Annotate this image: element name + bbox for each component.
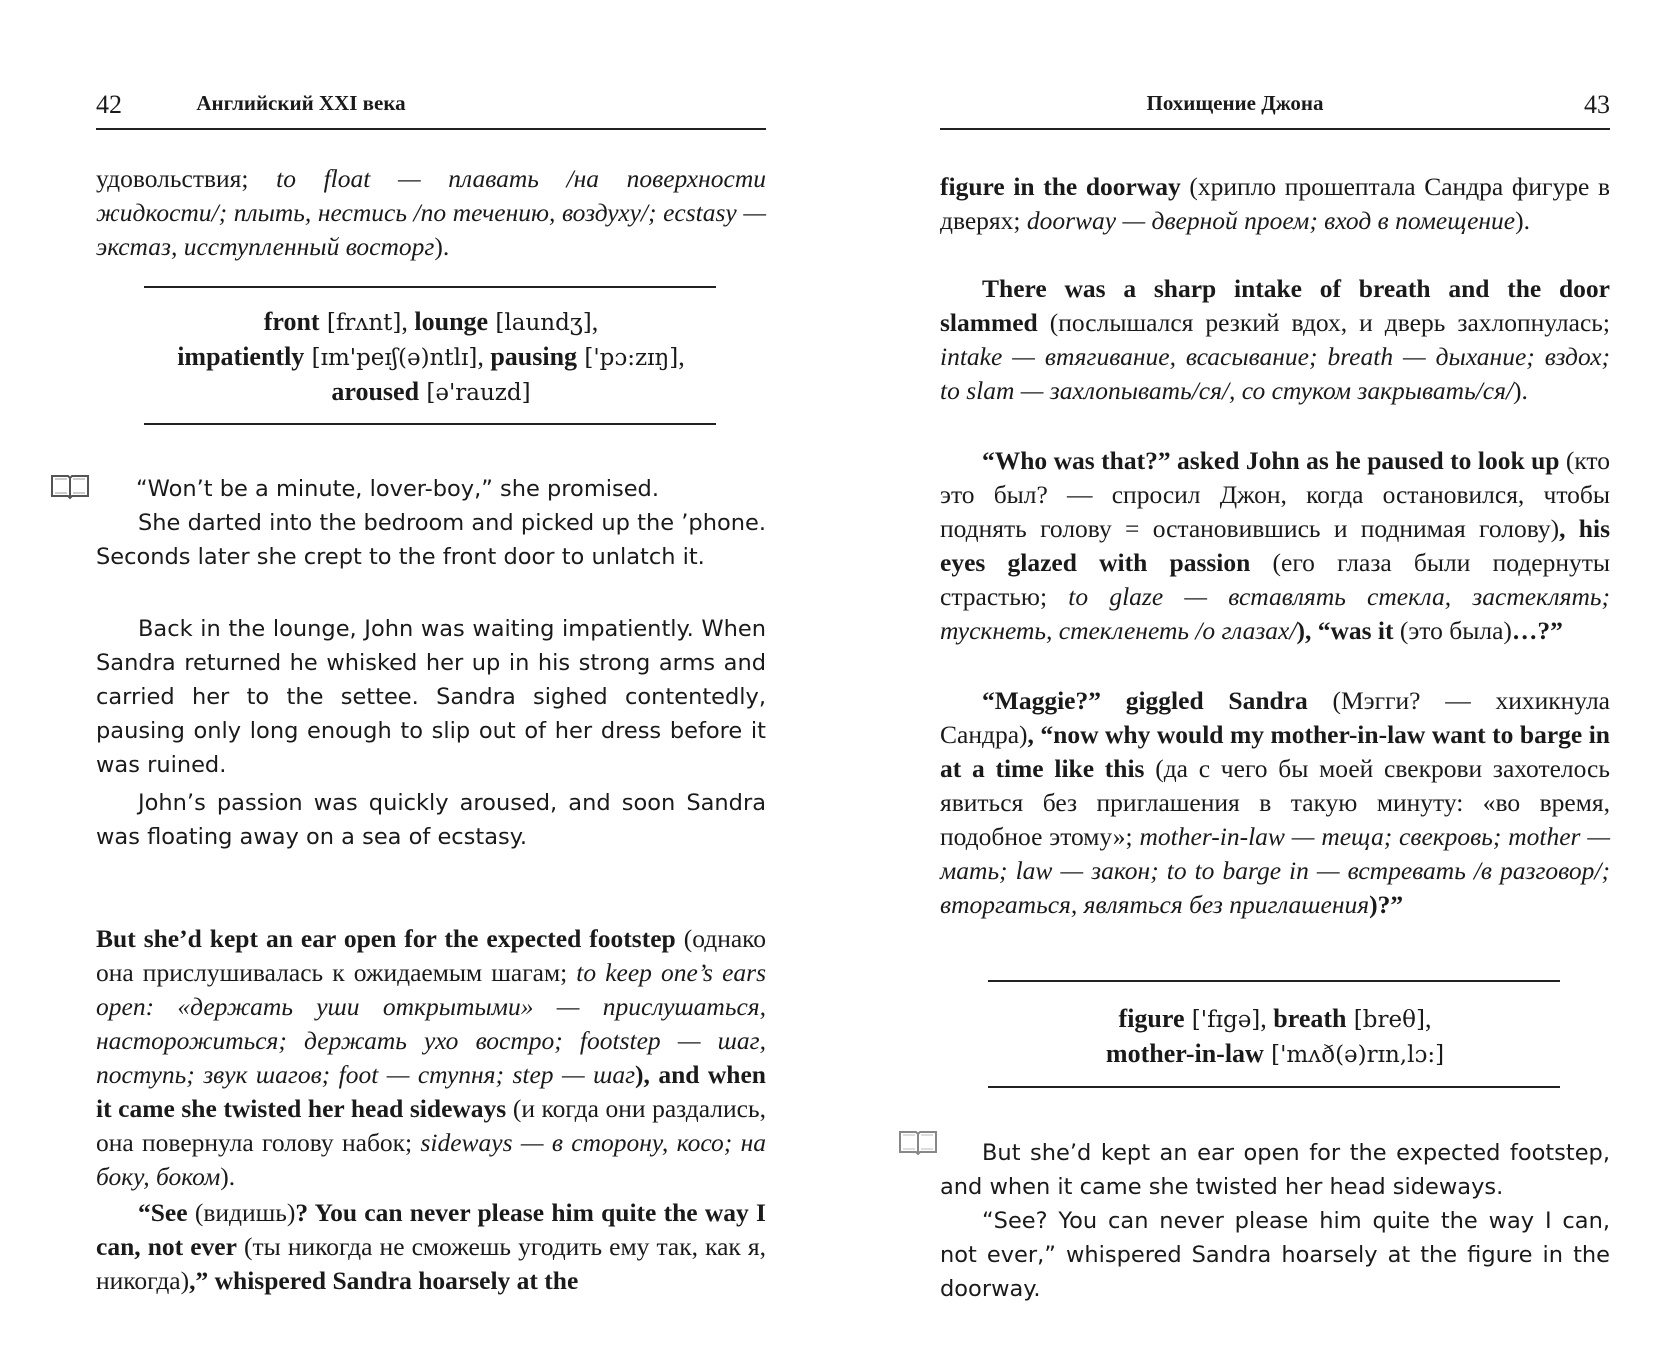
annotated-paragraph: удовольствия; to float — плавать /на поверхности жидкости/; плыть, нестись /по течению, воздуху/; ecstasy — экстаз, исступленный восторг). <box>96 164 766 261</box>
divider <box>144 286 716 288</box>
left-page-header <box>96 88 766 130</box>
annotated-paragraph: There was a sharp intake of breath and the door slammed (послышался резкий вдох, и дверь захлопнулась; intake — втягивание, всасывание; breath — дыхание; вздох; to slam — захлопывать/ся/, со стуком закрывать/ся/). <box>940 274 1610 405</box>
original-paragraph: She darted into the bedroom and picked up the ’phone. Seconds later she crept to the front door to unlatch it. <box>96 510 766 570</box>
vocabulary-block: figure ['fɪgə], breath [breθ], mother-in-law ['mʌð(ə)rɪn,lɔ:] <box>1105 1004 1445 1068</box>
annotated-paragraph: figure in the doorway (хрипло прошептала Сандра фигуре в дверях; doorway — дверной проем; вход в помещение). <box>940 172 1610 235</box>
annotated-paragraph: “Who was that?” asked John as he paused to look up (кто это был? — спросил Джон, когда остановился, чтобы поднять голову = остановившись и поднимая голову), his eyes glazed with passion (его глаза были подернуты страстью; to glaze — вставлять стекла, застеклять; тускнеть, стекленеть /о глазах/), “was it (это была)…?” <box>940 446 1610 645</box>
vocabulary-block: front [frʌnt], lounge [laundʒ], impatiently [ɪm'peɪʃ(ə)ntlɪ], pausing ['pɔ:zɪŋ], aroused [ə'rauzd] <box>177 307 685 406</box>
running-title: Похищение Джона <box>1146 91 1324 115</box>
divider <box>988 980 1560 982</box>
original-paragraph: “See? You can never please him quite the way I can, not ever,” whispered Sandra hoarsely at the figure in the doorway. <box>940 1208 1610 1302</box>
annotated-paragraph: “Maggie?” giggled Sandra (Мэгги? — хихикнула Сандра), “now why would my mother-in-law want to barge in at a time like this (да с чего бы моей свекрови захотелось явиться без приглашения в такую минуту: «во время, подобное этому»; mother-in-law — теща; свекровь; mother — мать; law — закон; to to barge in — встревать /в разговор/; вторгаться, являться без приглашения)?” <box>940 686 1611 919</box>
annotated-paragraph: “See (видишь)? You can never please him quite the way I can, not ever (ты никогда не сможешь угодить ему так, как я, никогда),” whispered Sandra hoarsely at the <box>96 1198 766 1295</box>
open-book-icon <box>898 1128 938 1156</box>
page-number: 43 <box>1584 90 1610 119</box>
original-paragraph: But she’d kept an ear open for the expected footstep, and when it came she twisted her head sideways. <box>940 1140 1610 1200</box>
open-book-icon <box>50 472 90 500</box>
original-paragraph: Back in the lounge, John was waiting impatiently. When Sandra returned he whisked her up in his strong arms and carried her to the settee. Sandra sighed contentedly, pausing only long enough to slip out of her dress before it was ruined. <box>96 616 766 778</box>
divider <box>144 423 716 425</box>
right-page <box>940 0 1610 1372</box>
divider <box>988 1086 1560 1088</box>
right-page-header <box>940 88 1610 130</box>
original-paragraph: John’s passion was quickly aroused, and soon Sandra was floating away on a sea of ecstasy. <box>96 790 766 850</box>
page-number: 42 <box>96 90 122 119</box>
running-title: Английский XXI века <box>196 91 406 115</box>
annotated-paragraph: But she’d kept an ear open for the expected footstep (однако она прислушивалась к ожидаемым шагам; to keep one’s ears open: «держать уши открытыми» — прислушаться, насторожиться; держать ухо востро; footstep — шаг, поступь; звук шагов; foot — ступня; step — шаг), and when it came she twisted her head sideways (и когда они раздались, она повернула голову набок; sideways — в сторону, косо; на боку, боком). <box>96 924 767 1191</box>
original-paragraph: “Won’t be a minute, lover-boy,” she promised. <box>136 476 659 502</box>
left-page <box>96 0 766 1372</box>
